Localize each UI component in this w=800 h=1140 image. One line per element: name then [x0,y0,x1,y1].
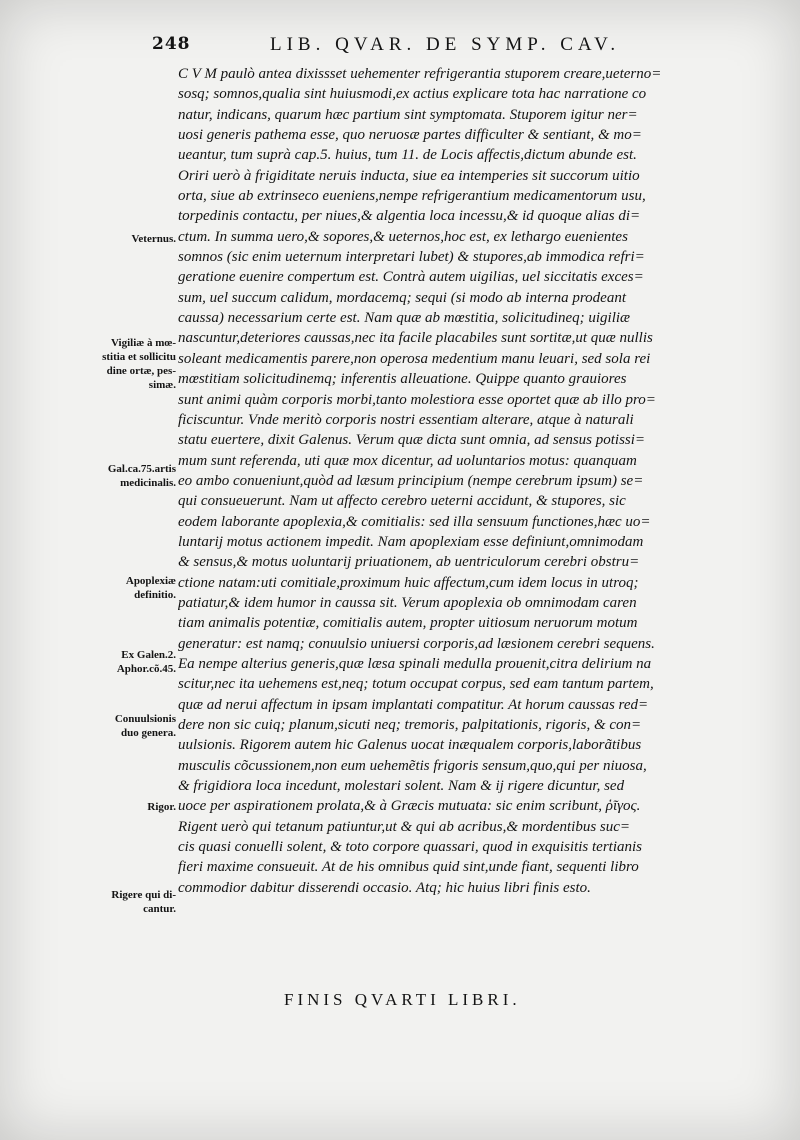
text-line: ctione natam:uti comitiale,proximum huic affectum,cum idem locus in utroq; [178,574,639,591]
text-line: uulsionis. Rigorem autem hic Galenus uocat inæqualem corporis,laborãtibus [178,737,642,754]
marginal-note: Conuulsionis duo genera. [114,713,176,739]
text-line: & frigidiora loca incedunt, molestari solent. Nam & ij rigere dicuntur, sed [178,778,625,795]
marginal-note: Gal.ca.75.artis medicinalis. [107,463,176,489]
chapter-end-title: FINIS QVARTI LIBRI. [284,990,521,1009]
marginal-note: Rigor. [147,801,176,813]
page-header [0,34,800,58]
text-line: dere non sic cuiq; planum,sicuti neq; tremoris, palpitationis, rigoris, & con= [178,717,642,733]
text-line: qui consueuerunt. Nam ut affecto cerebro ueterni accidunt, & stupores, sic [178,493,626,510]
text-line: natur, indicans, quarum hæc partium sint symptomata. Stuporem igitur ner= [178,106,638,123]
text-line: caussa) necessarium certe est. Nam quæ ab mœstitia, solicitudineq; uigiliæ [178,310,631,327]
text-line: uoce per aspirationem prolata,& à Græcis mutuata: sic enim scribunt, ῥῖγος. [178,798,641,815]
text-line: geratione euenire compertum est. Contrà autem uigilias, uel siccitatis exces= [178,269,644,286]
text-line: & sensus,& motus uoluntarij priuationem, ab uentriculorum cerebri obstru= [178,554,640,571]
text-line: sunt animi quàm corporis morbi,tanto molestiora esse oportet quæ ab illo pro= [178,391,656,408]
text-line: tiam animalis potentiæ, comitialis autem, propter uitiosum neruorum motum [178,615,638,632]
text-line: scitur,nec ita uehemens est,neq; totum occupat corpus, sed eam tantum partem, [178,676,654,693]
text-line: Oriri uerò à frigiditate neruis inducta, siue ea intemperies sit succorum uitio [178,167,640,184]
text-line: luntarij motus actionem impedit. Nam apoplexiam esse definiunt,omnimodam [178,533,644,550]
marginal-note: Ex Galen.2. Aphor.cõ.45. [116,649,176,675]
text-line: Rigent uerò qui tetanum patiuntur,ut & qui ab acribus,& mordentibus suc= [178,818,631,835]
marginal-note: Apoplexiæ definitio. [125,575,176,601]
text-line: torpedinis contactu, per niues,& algentia loca incessu,& id quoque alias di= [178,208,641,225]
text-line: cis quasi conuelli solent, & toto corpore quassari, quod in exquisitis tertianis [178,839,643,856]
text-line: mœstitiam solicitudinemq; inferentis alleuatione. Quippe quanto grauiores [178,371,627,388]
text-line: soleant medicamentis parere,non operosa medentium manu leuari, sed sola rei [178,350,651,367]
text-line: mum sunt referenda, uti quæ mox dicentur, ad uoluntarios motus: quanquam [178,452,637,469]
text-line: eo ambo conueniunt,quòd ad læsum principium (nempe cerebrum ipsum) se= [178,472,644,489]
running-head: LIB. QVAR. DE SYMP. CAV. [270,34,621,55]
marginal-note: Vigiliæ à mœ- stitia et sollicitu dine ortæ, pes- simæ. [102,337,176,391]
text-line: ctum. In summa uero,& sopores,& ueternos,hoc est, ex lethargo euenientes [178,228,628,245]
text-line: patiatur,& idem humor in caussa sit. Verum apoplexia ob omnimodam caren [178,594,637,611]
page-number: 248 [152,34,191,54]
text-line: eodem laborante apoplexia,& comitialis: sed illa sensuum functiones,hæc uo= [178,513,651,530]
text-line: musculis cõcussionem,non eum uehemẽtis frigoris sensum,quo,qui per niuosa, [178,757,647,774]
text-line: C V M paulò antea dixissset uehementer refrigerantia stuporem creare,ueterno= [178,66,662,82]
text-line: quæ ad nerui affectum in ipsam implantati compatitur. At horum caussas red= [178,696,649,713]
text-line: Ea nempe alterius generis,quæ læsa spinali medulla prouenit,citra delirium na [178,655,652,672]
text-line: sosq; somnos,qualia sint huiusmodi,ex actius explicare tota hac narratione co [178,86,647,103]
text-line: nascuntur,deteriores caussas,nec ita facile placabiles sunt sortitæ,ut quæ nullis [178,330,653,347]
text-line: sum, uel succum calidum, mordacemq; sequi (si modo ab interna prodeant [178,289,626,306]
main-text-block [178,64,728,898]
text-line: orta, siue ab extrinseco eueniens,nempe refrigerantium medicamentorum usu, [178,188,646,205]
text-line: uosi generis pathema esse, quo neruosæ partes difficulter & sentiant, & mo= [178,127,642,144]
text-line: ficiscuntur. Vnde meritò corporis nostri essentiam alterare, atque à naturali [178,411,634,428]
text-line: ueantur, tum suprà cap.5. huius, tum 11. de Locis affectis,dictum abunde est. [178,147,637,164]
marginal-note: Veternus. [131,233,176,245]
text-line: commodior dabitur disserendi occasio. Atq; hic huius libri finis esto. [178,879,591,896]
text-line: somnos (sic enim ueternum interpretari lubet) & stupores,ab immodica refri= [178,249,645,266]
text-line: statu euertere, dixit Galenus. Verum quæ dicta sunt omnia, ad sensus potissi= [178,432,646,449]
text-line: fieri maxime consueuit. At de his omnibus quid sint,unde fiant, sequenti libro [178,859,639,876]
marginal-note: Rigere qui di- cantur. [111,889,176,915]
text-line: generatur: est namq; conuulsio uniuersi corporis,ad læsionem cerebri sequens. [178,635,655,652]
